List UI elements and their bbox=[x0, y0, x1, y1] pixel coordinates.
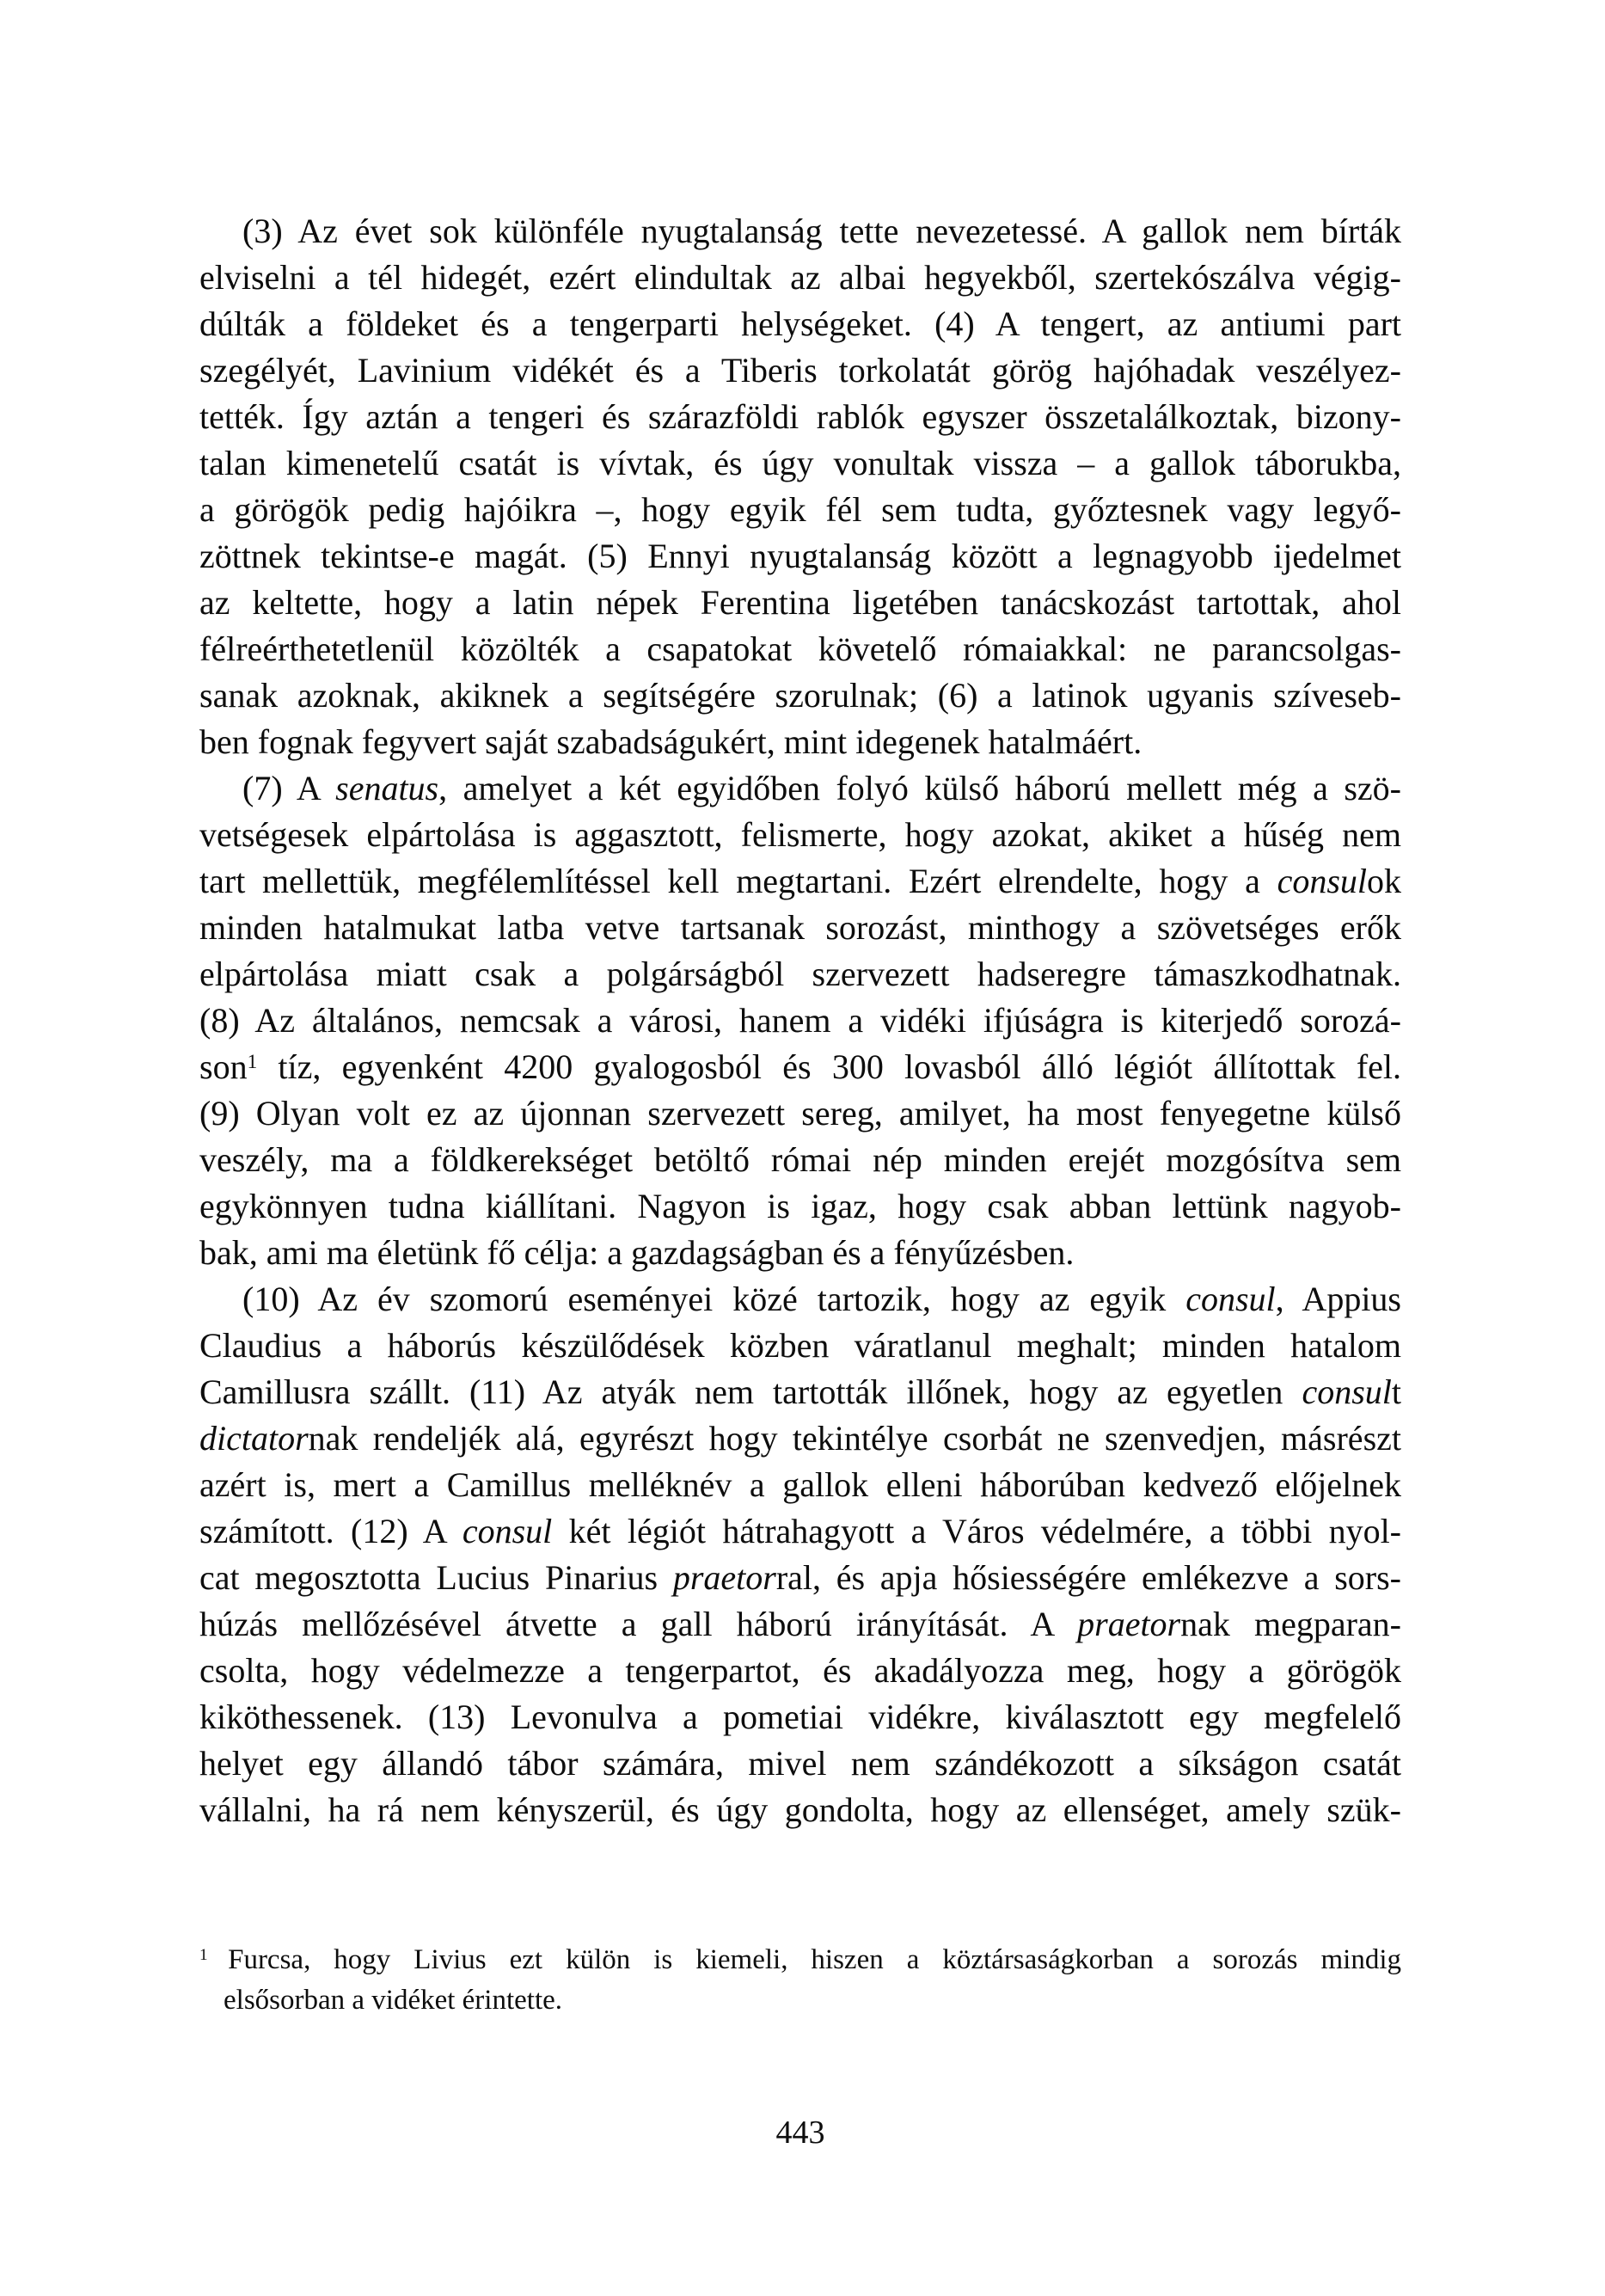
body-text bbox=[199, 208, 1401, 1833]
latin-term: dictator bbox=[199, 1419, 309, 1458]
latin-term: consul bbox=[462, 1512, 553, 1550]
text-line bbox=[199, 905, 1401, 951]
text-segment: Camillusra szállt. (11) Az atyák nem tartották illőnek, hogy az egyetlen bbox=[199, 1372, 1302, 1411]
latin-term: senatus bbox=[335, 769, 439, 807]
text-line bbox=[199, 1694, 1401, 1740]
text-line bbox=[199, 347, 1401, 394]
text-segment: (9) Olyan volt ez az újonnan szervezett sereg, amilyet, ha most fenyegetne külső bbox=[199, 1094, 1401, 1133]
text-line bbox=[199, 1787, 1401, 1833]
text-line bbox=[199, 1648, 1401, 1694]
text-segment: tart mellettük, megfélemlítéssel kell megtartani. Ezért elrendelte, hogy a bbox=[199, 862, 1277, 900]
text-line bbox=[199, 812, 1401, 858]
text-line bbox=[199, 487, 1401, 533]
text-line bbox=[199, 255, 1401, 301]
latin-term: praetor bbox=[1077, 1605, 1181, 1643]
text-segment: Claudius a háborús készülődések közben váratlanul meghalt; minden hatalom bbox=[199, 1326, 1401, 1365]
text-segment: elviselni a tél hidegét, ezért elindultak az albai hegyekből, szertekószálva végig- bbox=[199, 258, 1401, 297]
text-line bbox=[199, 858, 1401, 905]
text-segment: (10) Az év szomorú eseményei közé tartozik, hogy az egyik bbox=[242, 1280, 1186, 1318]
text-segment: talan kimenetelű csatát is vívtak, és úgy vonultak vissza – a gallok táborukba, bbox=[199, 444, 1401, 482]
text-line bbox=[199, 719, 1401, 765]
text-segment: azért is, mert a Camillus melléknév a gallok elleni háborúban kedvező előjelnek bbox=[199, 1465, 1401, 1504]
text-line bbox=[199, 1044, 1401, 1090]
footnote-reference: 1 bbox=[247, 1051, 258, 1074]
text-segment: bak, ami ma életünk fő célja: a gazdagságban és a fényűzésben. bbox=[199, 1233, 1075, 1272]
footnote-marker: 1 bbox=[199, 1946, 229, 1965]
text-line bbox=[199, 440, 1401, 487]
text-segment: húzás mellőzésével átvette a gall háború irányítását. A bbox=[199, 1605, 1078, 1643]
text-segment: t bbox=[1391, 1372, 1401, 1411]
text-segment: son bbox=[199, 1047, 248, 1086]
paragraph bbox=[199, 1276, 1401, 1833]
text-segment: kiköthessenek. (13) Levonulva a pometiai vidékre, kiválasztott egy megfelelő bbox=[199, 1697, 1401, 1736]
text-segment: ben fognak fegyvert saját szabadságukért, mint idegenek hatalmáért. bbox=[199, 722, 1142, 761]
paragraph bbox=[199, 765, 1401, 1276]
page-number: 443 bbox=[775, 2115, 825, 2151]
text-segment: tíz, egyenként 4200 gyalogosból és 300 lovasból álló légiót állítottak fel. bbox=[257, 1047, 1401, 1086]
text-line bbox=[199, 1415, 1401, 1462]
latin-term: praetor bbox=[672, 1558, 776, 1597]
text-segment: (8) Az általános, nemcsak a városi, hanem a vidéki ifjúságra is kiterjedő sorozá- bbox=[199, 1001, 1401, 1040]
text-segment: csolta, hogy védelmezze a tengerpartot, és akadályozza meg, hogy a görögök bbox=[199, 1651, 1401, 1690]
latin-term: consul bbox=[1302, 1372, 1392, 1411]
footnote-line bbox=[199, 1980, 1401, 2021]
text-segment: , amelyet a két egyidőben folyó külső háború mellett még a szö- bbox=[438, 769, 1401, 807]
text-segment: Furcsa, hogy Livius ezt külön is kiemeli, hiszen a köztársaságkorban a sorozás mindig bbox=[228, 1944, 1401, 1975]
text-segment: helyet egy állandó tábor számára, mivel nem szándékozott a síkságon csatát bbox=[199, 1744, 1401, 1783]
text-segment: vetségesek elpártolása is aggasztott, felismerte, hogy azokat, akiket a hűség nem bbox=[199, 815, 1401, 854]
text-line bbox=[199, 765, 1401, 812]
text-segment: elsősorban a vidéket érintette. bbox=[224, 1985, 563, 2016]
text-line bbox=[199, 1508, 1401, 1555]
text-segment: egykönnyen tudna kiállítani. Nagyon is igaz, hogy csak abban lettünk nagyob- bbox=[199, 1187, 1401, 1225]
footnote bbox=[199, 1940, 1401, 2021]
text-segment: veszély, ma a földkerekséget betöltő római nép minden erejét mozgósítva sem bbox=[199, 1140, 1401, 1179]
text-line bbox=[199, 1137, 1401, 1183]
text-line bbox=[199, 1369, 1401, 1415]
text-segment: minden hatalmukat latba vetve tartsanak sorozást, minthogy a szövetséges erők bbox=[199, 908, 1401, 947]
text-segment: (7) A bbox=[242, 769, 336, 807]
text-segment: sanak azoknak, akiknek a segítségére szorulnak; (6) a latinok ugyanis szíveseb- bbox=[199, 676, 1401, 715]
text-line bbox=[199, 951, 1401, 998]
text-line bbox=[199, 998, 1401, 1044]
text-line bbox=[199, 394, 1401, 440]
text-segment: vállalni, ha rá nem kényszerül, és úgy gondolta, hogy az ellenséget, amely szük- bbox=[199, 1790, 1401, 1829]
text-line bbox=[199, 208, 1401, 255]
text-line bbox=[199, 533, 1401, 580]
text-segment: számított. (12) A bbox=[199, 1512, 463, 1550]
text-line bbox=[199, 626, 1401, 672]
text-segment: az keltette, hogy a latin népek Ferentina ligetében tanácskozást tartottak, ahol bbox=[199, 583, 1401, 622]
text-line bbox=[199, 1090, 1401, 1137]
text-line bbox=[199, 1323, 1401, 1369]
text-line bbox=[199, 580, 1401, 626]
text-segment: ok bbox=[1367, 862, 1401, 900]
text-segment: nak megparan- bbox=[1180, 1605, 1401, 1643]
text-segment: elpártolása miatt csak a polgárságból szervezett hadseregre támaszkodhatnak. bbox=[199, 955, 1401, 993]
text-segment: a görögök pedig hajóikra –, hogy egyik fél sem tudta, győztesnek vagy legyő- bbox=[199, 490, 1401, 529]
text-segment: ral, és apja hősiességére emlékezve a sors- bbox=[775, 1558, 1401, 1597]
text-segment: , Appius bbox=[1275, 1280, 1401, 1318]
text-line bbox=[199, 672, 1401, 719]
latin-term: consul bbox=[1277, 862, 1367, 900]
text-segment: nak rendeljék alá, egyrészt hogy tekintélye csorbát ne szenvedjen, másrészt bbox=[308, 1419, 1401, 1458]
text-segment: (3) Az évet sok különféle nyugtalanság tette nevezetessé. A gallok nem bírták bbox=[242, 212, 1401, 250]
text-line bbox=[199, 1462, 1401, 1508]
text-segment: szegélyét, Lavinium vidékét és a Tiberis torkolatát görög hajóhadak veszélyez- bbox=[199, 351, 1401, 390]
text-segment: cat megosztotta Lucius Pinarius bbox=[199, 1558, 673, 1597]
text-line bbox=[199, 1740, 1401, 1787]
text-line bbox=[199, 1183, 1401, 1230]
text-line bbox=[199, 1601, 1401, 1648]
paragraph bbox=[199, 208, 1401, 765]
footnote-line bbox=[199, 1940, 1401, 1980]
text-line bbox=[199, 1555, 1401, 1601]
text-segment: zöttnek tekintse-e magát. (5) Ennyi nyugtalanság között a legnagyobb ijedelmet bbox=[199, 537, 1401, 575]
text-segment: tették. Így aztán a tengeri és szárazföldi rablók egyszer összetalálkoztak, bizony- bbox=[199, 397, 1401, 436]
text-line bbox=[199, 1230, 1401, 1276]
text-line bbox=[199, 1276, 1401, 1323]
latin-term: consul bbox=[1185, 1280, 1276, 1318]
text-line bbox=[199, 301, 1401, 347]
text-segment: két légiót hátrahagyott a Város védelmére, a többi nyol- bbox=[552, 1512, 1401, 1550]
text-segment: félreérthetetlenül közölték a csapatokat követelő rómaiakkal: ne parancsolgas- bbox=[199, 629, 1401, 668]
text-segment: dúlták a földeket és a tengerparti helységeket. (4) A tengert, az antiumi part bbox=[199, 304, 1401, 343]
